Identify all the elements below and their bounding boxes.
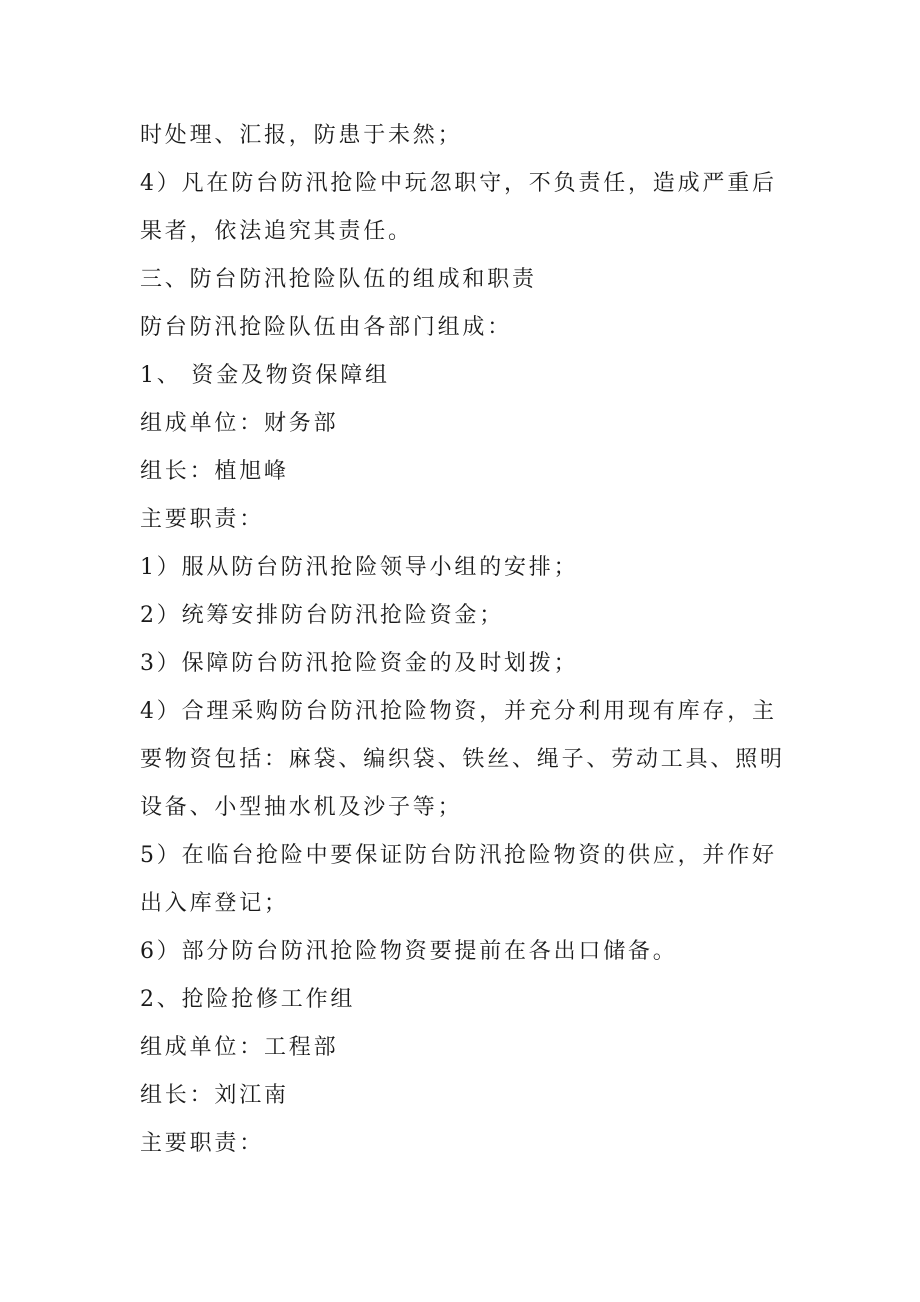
text-line: 组成单位：工程部 [140,1035,339,1060]
group-heading: 1、 资金及物资保障组 [140,363,390,388]
text-line: 4）合理采购防台防汛抢险物资，并充分利用现有库存，主 [140,699,777,724]
text-line: 组成单位：财务部 [140,411,339,436]
text-line: 防台防汛抢险队伍由各部门组成： [140,315,513,340]
text-line: 1）服从防台防汛抢险领导小组的安排； [140,555,579,580]
text-line: 组长：刘江南 [140,1083,289,1108]
text-line: 4）凡在防台防汛抢险中玩忽职守，不负责任，造成严重后 [140,171,777,196]
text-line: 要物资包括：麻袋、编织袋、铁丝、绳子、劳动工具、照明 [140,747,785,772]
document-body [140,112,790,1168]
text-line: 主要职责： [140,1131,265,1156]
text-line: 设备、小型抽水机及沙子等； [140,795,463,820]
text-line: 时处理、汇报，防患于未然； [140,123,463,148]
text-line: 6）部分防台防汛抢险物资要提前在各出口储备。 [140,939,678,964]
text-line: 果者，依法追究其责任。 [140,219,413,244]
text-line: 出入库登记； [140,891,289,916]
text-line: 5）在临台抢险中要保证防台防汛抢险物资的供应，并作好 [140,843,777,868]
text-line: 3）保障防台防汛抢险资金的及时划拨； [140,651,579,676]
text-line: 主要职责： [140,507,265,532]
group-heading: 2、抢险抢修工作组 [140,987,356,1012]
text-line: 组长：植旭峰 [140,459,289,484]
section-heading: 三、防台防汛抢险队伍的组成和职责 [140,267,537,292]
text-line: 2）统筹安排防台防汛抢险资金； [140,603,504,628]
